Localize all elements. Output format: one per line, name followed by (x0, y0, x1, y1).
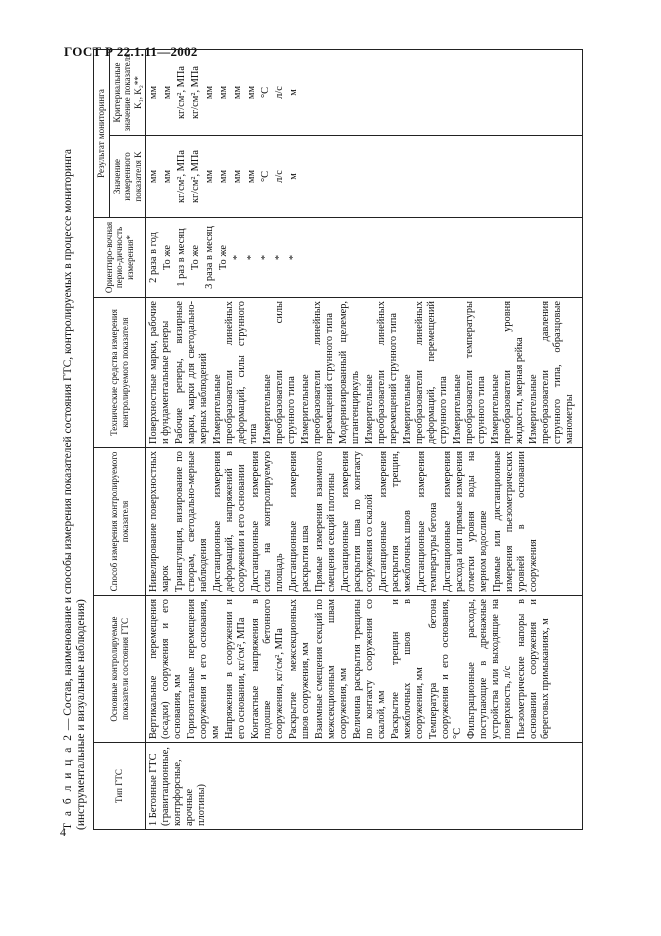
period-entry: То же (190, 245, 201, 271)
page-number: 4 (60, 825, 66, 839)
value-entry: мм (162, 169, 173, 184)
method-entry: Нивелирование поверхностных марок (148, 451, 171, 592)
criteria-entry: мм (232, 85, 243, 100)
criteria-entry: мм (148, 85, 159, 100)
type-cell-text: 1 Бетонные ГТС (гравитационные, контрфорсные, арочные плотины) (148, 747, 207, 826)
period-cell (146, 218, 583, 298)
period-entry: * (260, 254, 271, 261)
criteria-entry: м (288, 89, 299, 96)
table-row (146, 49, 583, 829)
indicator-entry: Горизонтальные перемещения сооружения и его основания, мм (186, 599, 221, 739)
value-entry: м (288, 173, 299, 180)
indicator-entry: Вертикальные перемещения (осадки) сооружения и его основания, мм (148, 599, 183, 739)
document-header: ГОСТ Р 22.1.11—2002 (64, 44, 198, 59)
means-entry: Модернизированный щелемер, штангенциркуль (338, 301, 361, 444)
method-entry: Дистанционные измерения силы на контролируемую площадь (250, 451, 285, 592)
col-header-period: Ориентиро-вочная перио-дичность измерения* (94, 218, 146, 298)
means-entry: Измерительные преобразователи линейных перемещений струнного типа (364, 301, 399, 444)
method-entry: Прямые или дистанционные измерения пьезометрических уровней в основании сооружения (492, 451, 539, 592)
period-entry: * (246, 254, 257, 261)
period-entry: То же (162, 245, 173, 271)
criteria-entry: мм (162, 85, 173, 100)
criteria-entry: кг/см², МПа (176, 65, 187, 120)
indicators-cell (146, 596, 583, 743)
value-entry: мм (232, 169, 243, 184)
indicator-entry: Напряжения в сооружении и его основании, кг/см², МПа (224, 599, 247, 739)
period-entry: * (232, 254, 243, 261)
period-entry: * (288, 254, 299, 261)
indicator-entry: Величина раскрытия трещины по контакту сооружения со скалой, мм (352, 599, 387, 739)
means-entry: Измерительные преобразователи линейных деформаций, перемещений струнного типа (402, 301, 449, 444)
indicator-entry: Пьезометрические напоры в основании сооружения и береговых примыканиях, м (516, 599, 551, 739)
col-header-value: Значение измеренного показателя K (109, 136, 146, 218)
criteria-entry: °С (260, 86, 271, 99)
period-entry: То же (218, 245, 229, 271)
value-entry: мм (148, 169, 159, 184)
indicator-entry: Температура бетона сооружения и его основания, °С (428, 599, 463, 739)
value-entry: мм (218, 169, 229, 184)
method-entry: Дистанционные измерения раскрытия трещин, межблочных швов (378, 451, 413, 592)
value-entry: л/с (274, 170, 285, 183)
criteria-entry: мм (218, 85, 229, 100)
method-entry: Дистанционные измерения деформаций, напряжений в сооружении и его основании (212, 451, 247, 592)
methods-cell (146, 448, 583, 596)
values-cell (146, 136, 583, 218)
method-entry: Дистанционные измерения расхода или прямые измерения отметки уровня воды на мерном водосливе (442, 451, 489, 592)
criteria-entry: мм (204, 85, 215, 100)
table-caption (62, 50, 88, 830)
criteria-entry: л/с (274, 86, 285, 99)
period-entry: 3 раза в месяц (204, 226, 215, 289)
type-cell (146, 743, 583, 830)
period-entry: 2 раза в год (148, 232, 159, 283)
means-entry: Измерительные преобразователи силы струнного типа (262, 301, 297, 444)
criteria-entry: кг/см², МПа (190, 65, 201, 120)
value-entry: мм (246, 169, 257, 184)
method-entry: Дистанционные измерения раскрытия шва по контакту сооружения со скалой (340, 451, 375, 592)
means-entry: Измерительные преобразователи давления струнного типа, образцовые манометры (528, 301, 575, 444)
value-entry: °С (260, 170, 271, 183)
value-entry: кг/см², МПа (176, 149, 187, 204)
means-entry: Измерительные преобразователи уровня жидкости, мерная рейка (490, 301, 525, 444)
means-entry: Рабочие реперы, визирные марки, марки для светодально-мерных наблюдений (174, 301, 209, 444)
means-entry: Измерительные преобразователи линейных деформаций, силы струнного типа (212, 301, 259, 444)
indicator-entry: Раскрытие трещин и межблочных швов в сооружении, мм (390, 599, 425, 739)
col-header-type: Тип ГТС (94, 743, 146, 830)
indicator-entry: Фильтрационные расходы, поступающие в дренажные устройства или выходящие на поверхность, л/с (466, 599, 513, 739)
indicator-entry: Взаимные смещения секций по межсекционным швам сооружения, мм (314, 599, 349, 739)
monitoring-table (93, 49, 583, 830)
col-header-means: Технические средства измерения контролируемого показателя (94, 298, 146, 448)
col-header-indicators: Основные контролируемые показатели состояния ГТС (94, 596, 146, 743)
method-entry: Дистанционные измерения температуры бетона (416, 451, 439, 592)
col-header-criteria: Критериальные значение показателя K₁, K₂** (109, 49, 146, 135)
means-cell (146, 298, 583, 448)
means-entry: Измерительные преобразователи температуры струнного типа (452, 301, 487, 444)
method-entry: Прямые измерения взаимного смещения секций плотины (314, 451, 337, 592)
rotated-table-block (62, 50, 602, 830)
table-caption-text: — Состав, наименование и способы измерения показателей состояния ГТС, контролируемых в процессе мониторинга (инструментальные и визуальные наблюдения) (62, 149, 87, 830)
means-entry: Поверхностные марки, рабочие и фундаментальные реперы (148, 301, 171, 444)
table-caption-label: Т а б л и ц а 2 (62, 732, 74, 830)
method-entry: Дистанционные измерения раскрытия шва (288, 451, 311, 592)
indicator-entry: Раскрытие межсекционных швов сооружения, мм (288, 599, 311, 739)
method-entry: Триангуляция, визирование по створам, светодально-мерные наблюдения (174, 451, 209, 592)
indicator-entry: Контактные напряжения в подошве бетонного сооружения, кг/см², МПа (250, 599, 285, 739)
col-header-result: Результат мониторинга (94, 49, 110, 217)
col-header-method: Способ измерения контролируемого показателя (94, 448, 146, 596)
period-entry: 1 раз в месяц (176, 228, 187, 287)
period-entry: * (274, 254, 285, 261)
criteria-cell (146, 49, 583, 135)
criteria-entry: мм (246, 85, 257, 100)
means-entry: Измерительные преобразователи линейных перемещений струнного типа (300, 301, 335, 444)
value-entry: кг/см², МПа (190, 149, 201, 204)
value-entry: мм (204, 169, 215, 184)
